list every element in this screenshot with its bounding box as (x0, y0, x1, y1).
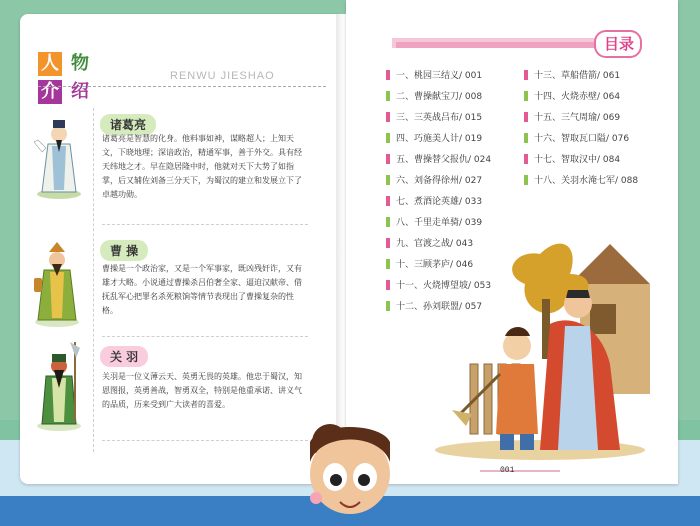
character-description: 诸葛亮是智慧的化身。他料事如神，谋略超人；上知天文，下晓地理；深谙政治，精通军事，善于外交。具有经天纬地之才。早在隐居隆中时，他就对天下大势了如指掌，后又辅佐刘备三分天下，为蜀汉的建立和发展立下了卓越功勋。 (102, 134, 302, 199)
toc-item-title: 二、曹操献宝刀 (396, 92, 460, 102)
page-number-bar (480, 470, 560, 472)
toc-item-title: 十二、孙刘联盟 (396, 302, 460, 312)
toc-marker-icon (386, 175, 390, 185)
toc-item-title: 一、桃园三结义 (396, 71, 460, 81)
section-rule (102, 440, 308, 441)
character-name: 关 羽 (100, 346, 148, 367)
section-subtitle: RENWU JIESHAO (170, 70, 275, 82)
cao-cao-portrait (28, 238, 86, 328)
toc-item-page: / 027 (459, 176, 483, 186)
toc-item[interactable] (386, 175, 491, 196)
toc-item-page: / 019 (459, 134, 483, 144)
toc-marker-icon (524, 175, 528, 185)
title-char-3: 介 (38, 80, 62, 104)
toc-item-page: / 076 (606, 134, 630, 144)
toc-marker-icon (386, 196, 390, 206)
character-name: 曹 操 (100, 240, 148, 261)
toc-item-page: / 008 (459, 92, 483, 102)
toc-item[interactable] (386, 154, 491, 175)
toc-marker-icon (386, 301, 390, 311)
toc-item-page: / 053 (468, 281, 492, 291)
section-rule (102, 224, 308, 225)
title-char-4: 绍 (71, 81, 89, 102)
guan-yu-portrait (30, 342, 88, 432)
toc-marker-icon (386, 154, 390, 164)
toc-item[interactable] (386, 70, 491, 91)
toc-marker-icon (386, 238, 390, 248)
toc-item-title: 十、三顾茅庐 (396, 260, 451, 270)
toc-item-title: 十八、关羽水淹七军 (534, 176, 616, 186)
toc-item[interactable] (524, 154, 638, 175)
toc-item-page: / 064 (597, 92, 621, 102)
toc-item-title: 十七、智取汉中 (534, 155, 598, 165)
toc-marker-icon (386, 133, 390, 143)
section-title (38, 52, 118, 108)
toc-item-page: / 084 (597, 155, 621, 165)
toc-item-title: 九、官渡之战 (396, 239, 451, 249)
toc-title: 目录 (604, 35, 635, 53)
toc-marker-icon (524, 112, 528, 122)
toc-marker-icon (386, 280, 390, 290)
character-description: 关羽是一位义薄云天、英勇无畏的英雄。他忠于蜀汉，知恩图报，英勇善战，智勇双全，特别是他重承诺、讲义气的品质，历来受到广大读者的喜爱。 (102, 372, 302, 409)
toc-item-page: / 039 (459, 218, 483, 228)
toc-item-title: 十三、草船借箭 (534, 71, 598, 81)
toc-marker-icon (524, 133, 528, 143)
toc-header-bar-inner (396, 42, 626, 48)
toc-item-page: / 015 (459, 113, 483, 123)
toc-item-page: / 069 (597, 113, 621, 123)
toc-marker-icon (386, 259, 390, 269)
character-name: 诸葛亮 (100, 114, 156, 135)
toc-item[interactable] (524, 133, 638, 154)
section-rule (102, 336, 308, 337)
toc-marker-icon (524, 91, 528, 101)
toc-item-page: / 046 (450, 260, 474, 270)
page-number: 001 (500, 466, 515, 475)
toc-item-title: 三、三英战吕布 (396, 113, 460, 123)
toc-item[interactable] (524, 70, 638, 91)
toc-item-page: / 024 (468, 155, 492, 165)
toc-item[interactable] (524, 112, 638, 133)
toc-item-title: 七、煮酒论英雄 (396, 197, 460, 207)
toc-item-title: 六、刘备得徐州 (396, 176, 460, 186)
toc-item[interactable] (386, 112, 491, 133)
toc-marker-icon (386, 217, 390, 227)
toc-marker-icon (386, 70, 390, 80)
zhuge-liang-portrait (30, 112, 88, 202)
toc-marker-icon (386, 91, 390, 101)
cartoon-girl-mascot (290, 422, 400, 526)
title-char-2: 物 (71, 53, 89, 74)
toc-item-title: 十四、火烧赤壁 (534, 92, 598, 102)
toc-item-title: 十一、火烧博望坡 (396, 281, 469, 291)
toc-item-title: 八、千里走单骑 (396, 218, 460, 228)
toc-item-title: 四、巧施美人计 (396, 134, 460, 144)
toc-item-page: / 043 (450, 239, 474, 249)
toc-item-page: / 061 (597, 71, 621, 81)
toc-item[interactable] (386, 133, 491, 154)
portrait-column-divider (93, 108, 94, 452)
title-char-1: 人 (38, 52, 62, 76)
toc-column-2 (524, 70, 638, 196)
toc-item[interactable] (524, 175, 638, 196)
toc-item-title: 十五、三气周瑜 (534, 113, 598, 123)
toc-marker-icon (386, 112, 390, 122)
toc-item[interactable] (524, 91, 638, 112)
toc-marker-icon (524, 70, 528, 80)
title-divider (38, 86, 326, 87)
toc-item[interactable] (386, 91, 491, 112)
toc-item-page: / 088 (615, 176, 639, 186)
character-description: 曹操是一个政治家，又是一个军事家，既凶残奸诈，又有雄才大略。小说通过曹操杀吕伯奢全家、逼迫汉献帝、借抚乱军心把罪名杀死粮饷等情节表现出了曹操复杂的性格。 (102, 264, 302, 315)
illustration-scene (430, 214, 650, 460)
toc-item-page: / 001 (459, 71, 483, 81)
toc-item-page: / 057 (459, 302, 483, 312)
toc-item-title: 十六、智取瓦口隘 (534, 134, 607, 144)
toc-item-title: 五、曹操替父报仇 (396, 155, 469, 165)
toc-item-page: / 033 (459, 197, 483, 207)
toc-marker-icon (524, 154, 528, 164)
